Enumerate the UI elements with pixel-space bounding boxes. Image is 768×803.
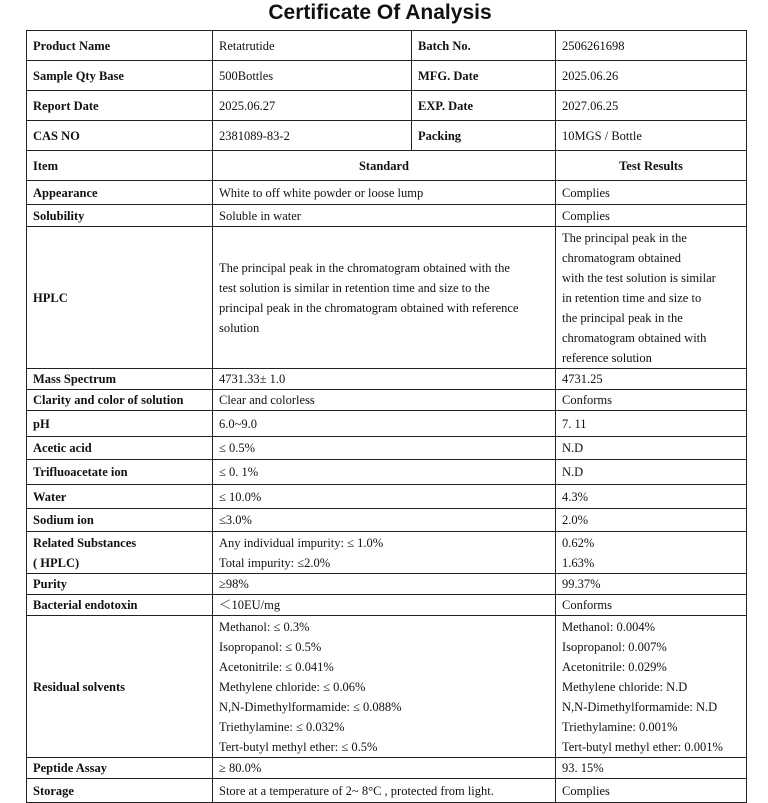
result-cell: 99.37% [556, 574, 747, 595]
standard-line: Acetonitrile: ≤ 0.041% [219, 659, 334, 674]
standard-cell: ≥ 80.0% [213, 758, 556, 779]
result-line: reference solution [562, 350, 652, 365]
item-line: Related Substances [33, 535, 137, 550]
standard-line: solution [219, 320, 260, 335]
result-cell [556, 616, 747, 758]
item-cell: Purity [27, 574, 213, 595]
result-cell: N.D [556, 437, 747, 460]
standard-line: Total impurity: ≤2.0% [219, 555, 331, 570]
sample-qty-value: 500Bottles [213, 61, 412, 91]
mfg-date-label: MFG. Date [412, 61, 556, 91]
item-cell: Mass Spectrum [27, 369, 213, 390]
result-line: Methanol: 0.004% [562, 619, 656, 634]
result-line: Isopropanol: 0.007% [562, 639, 667, 654]
result-cell: 7. 11 [556, 411, 747, 437]
result-line: chromatogram obtained [562, 250, 682, 265]
info-row-cas [27, 121, 747, 151]
mfg-date-value: 2025.06.26 [556, 61, 747, 91]
table-row [27, 779, 747, 803]
result-cell: Complies [556, 181, 747, 205]
result-line: chromatogram obtained with [562, 330, 707, 345]
standard-cell [213, 532, 556, 574]
table-row [27, 485, 747, 509]
standard-line: N,N-Dimethylformamide: ≤ 0.088% [219, 699, 402, 714]
item-line: ( HPLC) [33, 555, 80, 570]
standard-line: principal peak in the chromatogram obtained with reference [219, 300, 519, 315]
item-cell: Water [27, 485, 213, 509]
standard-cell: ≤ 0.5% [213, 437, 556, 460]
table-row [27, 532, 747, 574]
item-cell: Storage [27, 779, 213, 803]
packing-value: 10MGS / Bottle [556, 121, 747, 151]
result-cell: N.D [556, 460, 747, 485]
result-cell [556, 532, 747, 574]
result-line: N,N-Dimethylformamide: N.D [562, 699, 718, 714]
item-cell [27, 532, 213, 574]
standard-line: Triethylamine: ≤ 0.032% [219, 719, 345, 734]
table-row [27, 595, 747, 616]
table-row [27, 369, 747, 390]
result-cell: 4731.25 [556, 369, 747, 390]
standard-cell: ≤ 10.0% [213, 485, 556, 509]
standard-cell [213, 616, 556, 758]
standard-cell: ＜10EU/mg [213, 595, 556, 616]
standard-cell: Store at a temperature of 2~ 8°C , protected from light. [213, 779, 556, 803]
exp-date-value: 2027.06.25 [556, 91, 747, 121]
item-cell: pH [27, 411, 213, 437]
report-date-label: Report Date [27, 91, 213, 121]
standard-cell [213, 227, 556, 369]
standard-cell: White to off white powder or loose lump [213, 181, 556, 205]
result-line: Acetonitrile: 0.029% [562, 659, 667, 674]
packing-label: Packing [412, 121, 556, 151]
item-header: Item [27, 151, 213, 181]
result-line: Tert-butyl methyl ether: 0.001% [562, 739, 723, 754]
result-cell: Conforms [556, 390, 747, 411]
result-line: 1.63% [562, 555, 595, 570]
result-line: Methylene chloride: N.D [562, 679, 688, 694]
result-line: the principal peak in the [562, 310, 683, 325]
info-row-report [27, 91, 747, 121]
result-line: 0.62% [562, 535, 595, 550]
document-title: Certificate Of Analysis [268, 1, 492, 24]
table-row [27, 437, 747, 460]
batch-no-value: 2506261698 [556, 31, 747, 61]
item-cell: Bacterial endotoxin [27, 595, 213, 616]
table-row [27, 574, 747, 595]
item-cell: Solubility [27, 205, 213, 227]
result-line: with the test solution is similar [562, 270, 716, 285]
standard-line: Tert-butyl methyl ether: ≤ 0.5% [219, 739, 378, 754]
result-cell: Complies [556, 205, 747, 227]
header-row [27, 151, 747, 181]
standard-cell: Clear and colorless [213, 390, 556, 411]
standard-cell: 6.0~9.0 [213, 411, 556, 437]
item-cell: Residual solvents [27, 616, 213, 758]
analysis-table [26, 30, 747, 803]
result-cell: Conforms [556, 595, 747, 616]
standard-cell: Soluble in water [213, 205, 556, 227]
item-cell: Trifluoacetate ion [27, 460, 213, 485]
cas-no-label: CAS NO [27, 121, 213, 151]
table-row [27, 205, 747, 227]
item-cell: Appearance [27, 181, 213, 205]
result-line: The principal peak in the [562, 230, 687, 245]
table-row [27, 411, 747, 437]
product-name-value: Retatrutide [213, 31, 412, 61]
table-row [27, 509, 747, 532]
test-results-header: Test Results [556, 151, 747, 181]
standard-line: The principal peak in the chromatogram obtained with the [219, 260, 510, 275]
result-line: in retention time and size to [562, 290, 702, 305]
standard-line: test solution is similar in retention time and size to the [219, 280, 490, 295]
item-cell: Clarity and color of solution [27, 390, 213, 411]
report-date-value: 2025.06.27 [213, 91, 412, 121]
table-row [27, 181, 747, 205]
table-row [27, 616, 747, 758]
result-cell: 93. 15% [556, 758, 747, 779]
item-cell: Peptide Assay [27, 758, 213, 779]
info-row-product [27, 31, 747, 61]
table-row [27, 758, 747, 779]
table-row [27, 460, 747, 485]
sample-qty-label: Sample Qty Base [27, 61, 213, 91]
result-line: Triethylamine: 0.001% [562, 719, 678, 734]
standard-cell: ≤3.0% [213, 509, 556, 532]
standard-cell: ≤ 0. 1% [213, 460, 556, 485]
standard-line: Methanol: ≤ 0.3% [219, 619, 310, 634]
batch-no-label: Batch No. [412, 31, 556, 61]
standard-header: Standard [213, 151, 556, 181]
standard-line: Methylene chloride: ≤ 0.06% [219, 679, 366, 694]
result-cell [556, 227, 747, 369]
standard-line: Any individual impurity: ≤ 1.0% [219, 535, 384, 550]
item-cell: Sodium ion [27, 509, 213, 532]
standard-cell: ≥98% [213, 574, 556, 595]
item-cell: Acetic acid [27, 437, 213, 460]
result-cell: 4.3% [556, 485, 747, 509]
table-row [27, 390, 747, 411]
result-cell: 2.0% [556, 509, 747, 532]
product-name-label: Product Name [27, 31, 213, 61]
standard-cell: 4731.33± 1.0 [213, 369, 556, 390]
cas-no-value: 2381089-83-2 [213, 121, 412, 151]
info-row-sample [27, 61, 747, 91]
standard-line: Isopropanol: ≤ 0.5% [219, 639, 322, 654]
item-cell: HPLC [27, 227, 213, 369]
table-row [27, 227, 747, 369]
exp-date-label: EXP. Date [412, 91, 556, 121]
result-cell: Complies [556, 779, 747, 803]
